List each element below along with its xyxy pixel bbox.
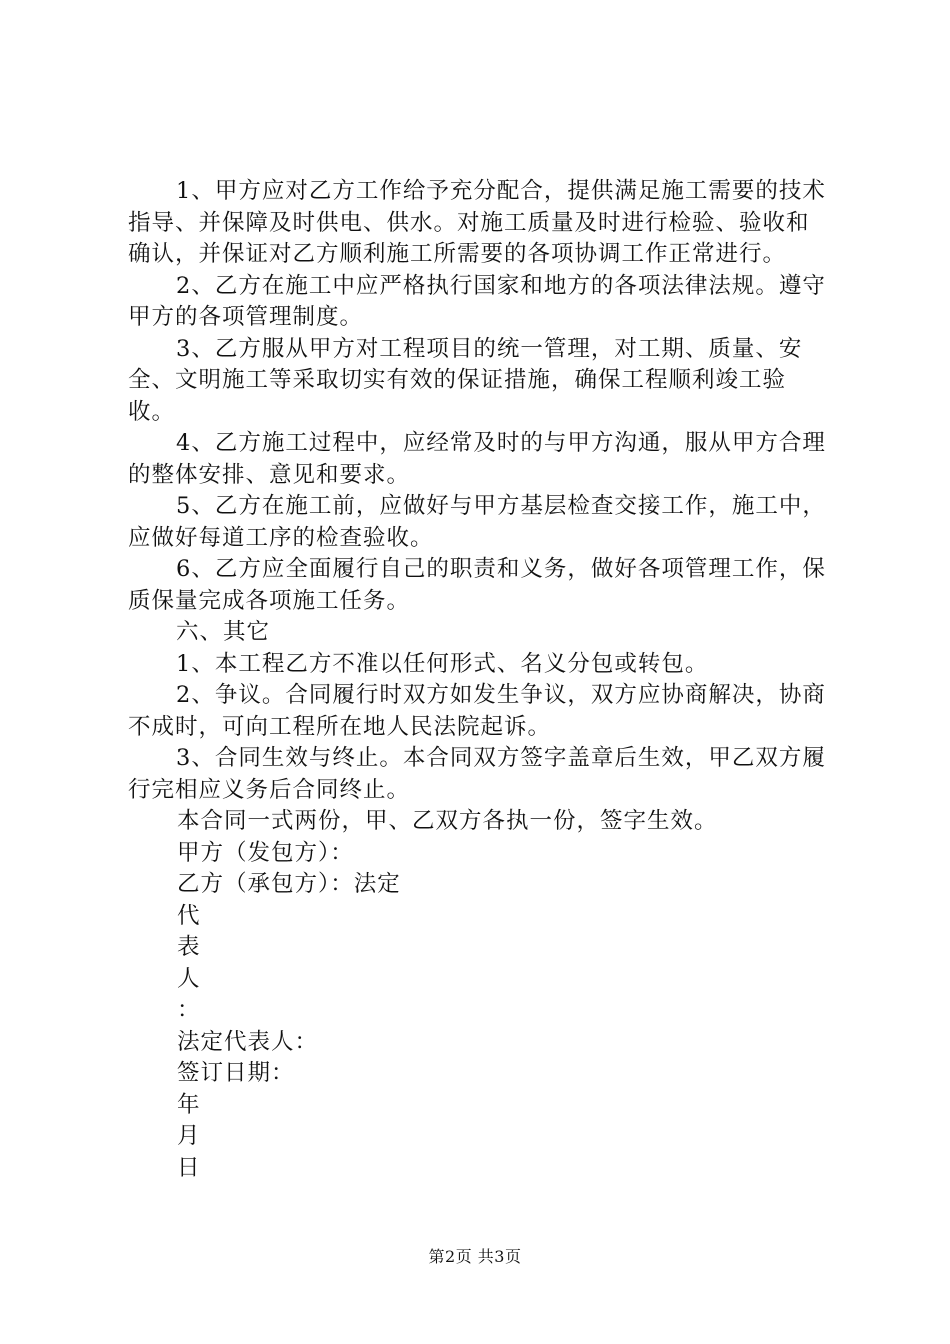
paragraph-clause-4: 4、乙方施工过程中，应经常及时的与甲方沟通，服从甲方合理的整体安排、意见和要求。 [128, 430, 826, 488]
paragraph-clause-3: 3、乙方服从甲方对工程项目的统一管理，对工期、质量、安全、文明施工等采取切实有效的保证措施，确保工程顺利竣工验收。 [128, 335, 803, 425]
signature-line: 代 [177, 902, 201, 929]
section-heading-other: 六、其它 [176, 619, 271, 645]
paragraph-clause-6: 6、乙方应全面履行自己的职责和义务，做好各项管理工作，保质保量完成各项施工任务。 [128, 556, 826, 614]
document-body [128, 176, 832, 1184]
paragraph-other-1: 1、本工程乙方不准以任何形式、名义分包或转包。 [176, 650, 709, 677]
date-month-label: 月 [177, 1123, 201, 1149]
paragraph-other-3: 3、合同生效与终止。本合同双方签字盖章后生效，甲乙双方履行完相应义务后合同终止。 [128, 745, 826, 803]
signing-date-label: 签订日期： [177, 1060, 295, 1086]
party-b-label: 乙方（承包方）：法定 [177, 871, 401, 897]
signature-line: ： [177, 997, 201, 1023]
date-year-label: 年 [177, 1091, 201, 1118]
paragraph-clause-5: 5、乙方在施工前，应做好与甲方基层检查交接工作，施工中，应做好每道工序的检查验收。 [128, 493, 826, 551]
party-a-label: 甲方（发包方）： [177, 839, 354, 866]
paragraph-clause-1: 1、甲方应对乙方工作给予充分配合，提供满足施工需要的技术指导、并保障及时供电、供水。对施工质量及时进行检验、验收和确认，并保证对乙方顺利施工所需要的各项协调工作正常进行。 [128, 178, 826, 267]
signature-line: 人 [177, 965, 201, 992]
signature-line: 表 [177, 934, 201, 960]
paragraph-other-2: 2、争议。合同履行时双方如发生争议，双方应协商解决，协商不成时，可向工程所在地人民法院起诉。 [128, 682, 826, 740]
date-day-label: 日 [177, 1154, 201, 1181]
legal-representative-label: 法定代表人： [177, 1028, 319, 1055]
paragraph-clause-2: 2、乙方在施工中应严格执行国家和地方的各项法律法规。遵守甲方的各项管理制度。 [128, 272, 826, 330]
copies-statement: 本合同一式两份，甲、乙双方各执一份，签字生效。 [177, 808, 718, 834]
page-footer: 第2页 共3页 [428, 1247, 522, 1266]
